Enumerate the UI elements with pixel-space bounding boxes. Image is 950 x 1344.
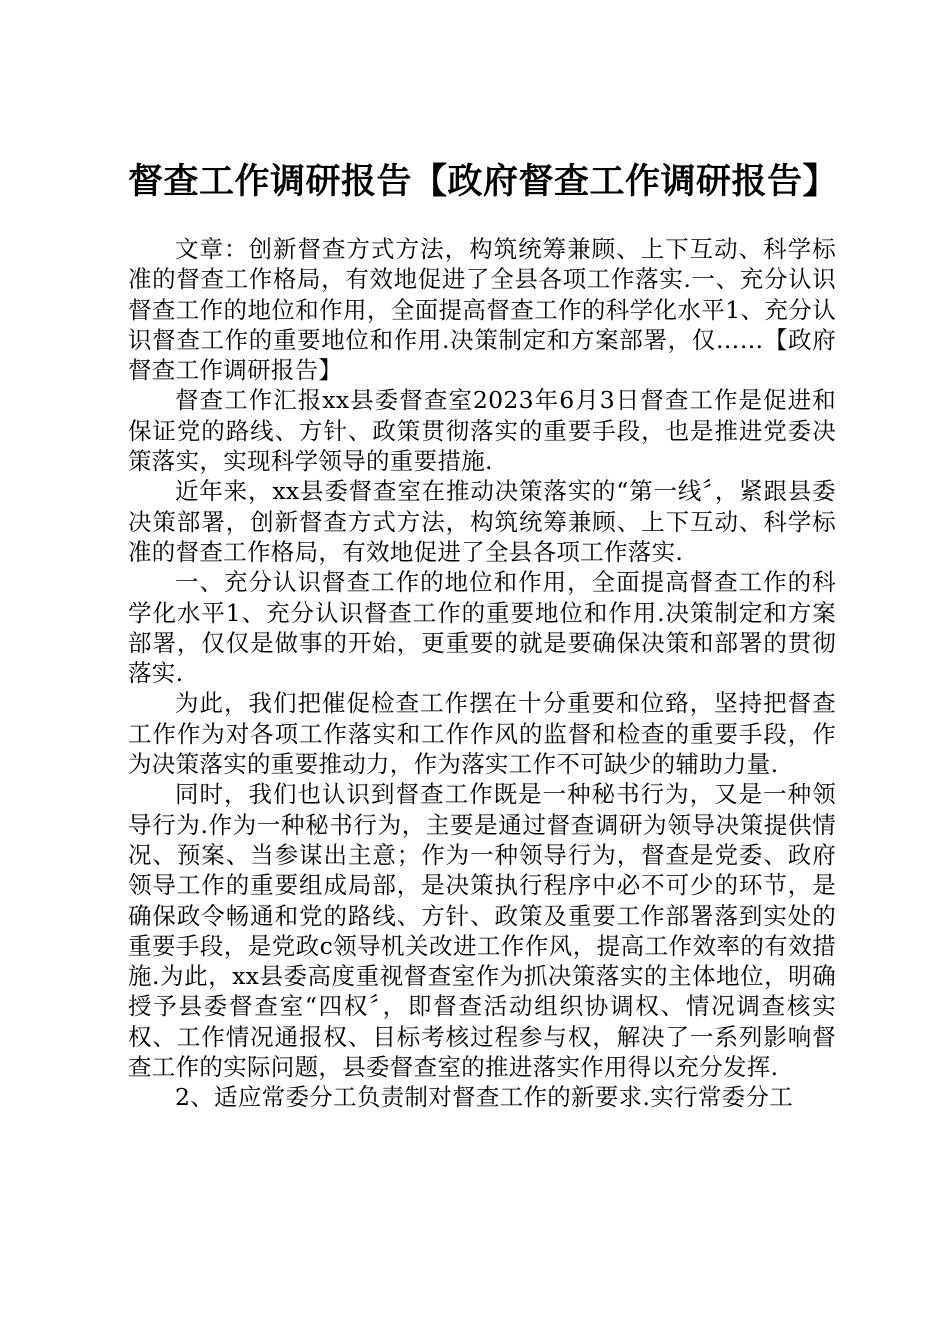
paragraph-5: 为此，我们把催促检查工作摆在十分重要和位臵，坚持把督查工作作为对各项工作落实和工作作风的监督和检查的重要手段，作为决策落实的重要推动力，作为落实工作不可缺少的辅助力量.: [128, 689, 836, 779]
paragraph-6: 同时，我们也认识到督查工作既是一种秘书行为，又是一种领导行为.作为一种秘书行为，主要是通过督查调研为领导决策提供情况、预案、当参谋出主意；作为一种领导行为，督查是党委、政府领导工作的重要组成局部，是决策执行程序中必不可少的环节，是确保政令畅通和党的路线、方针、政策及重要工作部署落到实处的重要手段，是党政c领导机关改进工作作风，提高工作效率的有效措施.为此，xx县委高度重视督查室作为抓决策落实的主体地位，明确授予县委督查室“四权〞，即督查活动组织协调权、情况调查核实权、工作情况通报权、目标考核过程参与权，解决了一系列影响督查工作的实际问题，县委督查室的推进落实作用得以充分发挥.: [128, 780, 836, 1082]
document-body: [128, 234, 836, 1113]
paragraph-2: 督查工作汇报xx县委督查室2023年6月3日督查工作是促进和保证党的路线、方针、政策贯彻落实的重要手段，也是推进党委决策落实，实现科学领导的重要措施.: [128, 386, 836, 476]
document-title: 督查工作调研报告【政府督查工作调研报告】: [128, 161, 839, 202]
paragraph-3: 近年来，xx县委督查室在推动决策落实的“第一线〞，紧跟县委决策部署，创新督查方式方法，构筑统筹兼顾、上下互动、科学标准的督查工作格局，有效地促进了全县各项工作落实.: [128, 477, 836, 566]
paragraph-7: 2、适应常委分工负责制对督查工作的新要求.实行常委分工: [175, 1083, 794, 1112]
paragraph-4: 一、充分认识督查工作的地位和作用，全面提高督查工作的科学化水平1、充分认识督查工作的重要地位和作用.决策制定和方案部署，仅仅是做事的开始，更重要的就是要确保决策和部署的贯彻落实.: [128, 568, 836, 688]
paragraph-1: 文章：创新督查方式方法，构筑统筹兼顾、上下互动、科学标准的督查工作格局，有效地促进了全县各项工作落实.一、充分认识督查工作的地位和作用，全面提高督查工作的科学化水平1、充分认识督查工作的重要地位和作用.决策制定和方案部署，仅……【政府督查工作调研报告】: [128, 235, 836, 385]
